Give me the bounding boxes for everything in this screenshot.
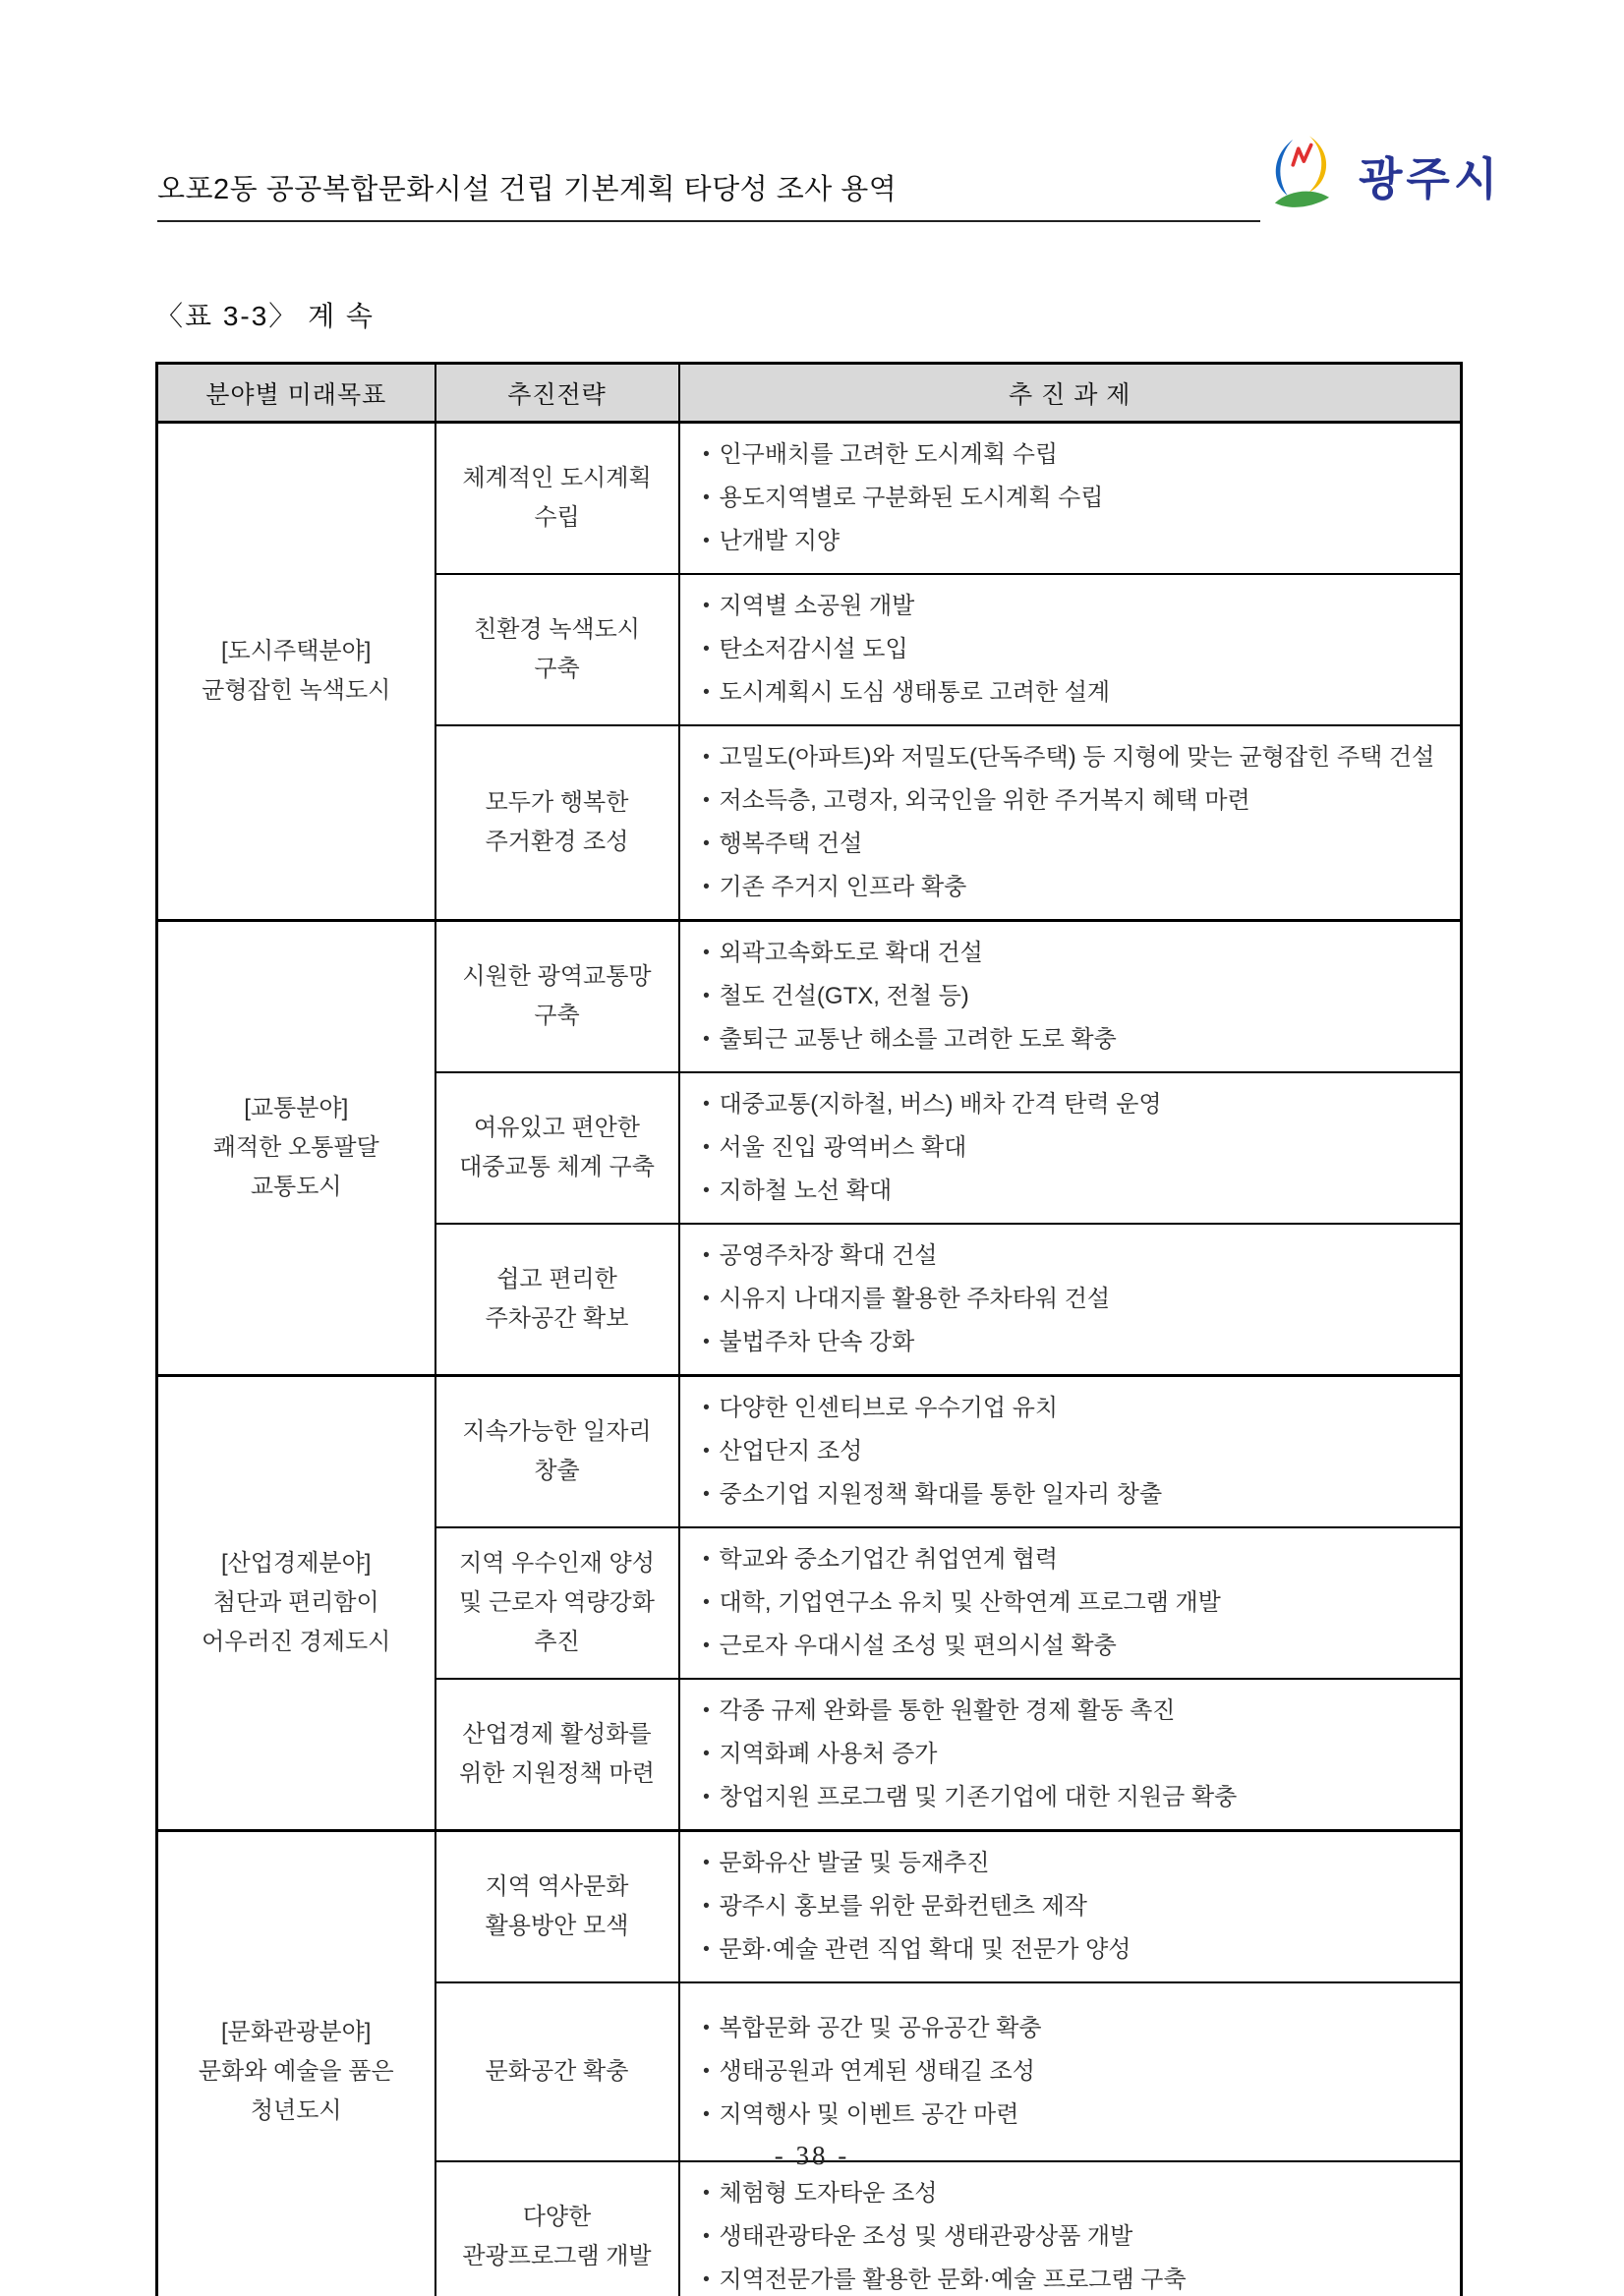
strategy-line: 위한 지원정책 마련 [459,1760,655,1787]
goal-line: [교통분야] [244,1095,349,1121]
task-item [694,975,1451,1018]
task-item [694,1170,1451,1213]
strategy-cell [435,1527,679,1679]
task-text: 지역화폐 사용처 증가 [719,1741,938,1767]
bullet-icon: • [703,1332,710,1352]
task-item [694,2172,1451,2215]
bullet-icon: • [703,1289,710,1309]
strategy-line: 추진 [534,1629,580,1655]
table-row [157,423,1462,575]
strategy-line: 여유있고 편안한 [474,1115,640,1141]
bullet-icon: • [703,2104,710,2125]
strategy-line: 쉽고 편리한 [496,1266,617,1292]
bullet-icon: • [703,596,710,616]
header-divider-line [157,220,1260,222]
task-item [694,628,1451,671]
strategy-line: 문화공간 확충 [485,2058,629,2085]
strategy-line: 산업경제 활성화를 [462,1721,652,1748]
task-item [694,932,1451,975]
strategy-line: 친환경 녹색도시 [474,616,640,643]
column-header-strategy: 추진전략 [435,364,679,423]
task-item [694,1690,1451,1733]
task-text: 학교와 중소기업간 취업연계 협력 [719,1546,1059,1573]
column-header-goal: 분야별 미래목표 [157,364,435,423]
task-item [694,1278,1451,1321]
strategy-cell [435,1679,679,1831]
task-item [694,2215,1451,2259]
strategy-cell [435,1376,679,1528]
task-text: 고밀도(아파트)와 저밀도(단독주택) 등 지형에 맞는 균형잡힌 주택 건설 [719,744,1435,771]
strategy-cell [435,574,679,725]
strategy-line: 지속가능한 일자리 [462,1418,652,1445]
goal-cell [157,921,435,1376]
task-text: 지하철 노선 확대 [719,1177,893,1204]
goal-line: [문화관광분야] [221,2019,372,2045]
bullet-icon: • [703,747,710,768]
bullet-icon: • [703,444,710,465]
table-row [157,1376,1462,1528]
task-text: 중소기업 지원정책 확대를 통한 일자리 창출 [719,1481,1163,1508]
strategy-line: 시원한 광역교통망 [462,963,652,990]
task-item [694,1581,1451,1625]
task-item [694,1430,1451,1473]
strategy-line: 구축 [534,1003,580,1029]
task-text: 행복주택 건설 [719,831,863,857]
task-item [694,1842,1451,1885]
task-item [694,823,1451,866]
bullet-icon: • [703,1787,710,1808]
bullet-icon: • [703,790,710,811]
bullet-icon: • [703,1180,710,1201]
strategy-cell [435,1831,679,1983]
goal-cell [157,1831,435,2296]
strategy-line: 구축 [534,656,580,682]
goal-line: 쾌적한 오통팔달 [212,1134,379,1161]
task-text: 복합문화 공간 및 공유공간 확충 [719,2015,1042,2041]
task-item [694,779,1451,823]
table-row [157,921,1462,1073]
goal-line: [도시주택분야] [221,638,372,664]
task-text: 창업지원 프로그램 및 기존기업에 대한 지원금 확충 [719,1784,1238,1810]
bullet-icon: • [703,2018,710,2038]
task-text: 대중교통(지하철, 버스) 배차 간격 탄력 운영 [719,1091,1162,1118]
task-item [694,1083,1451,1126]
task-text: 저소득층, 고령자, 외국인을 위한 주거복지 혜택 마련 [719,787,1250,814]
bullet-icon: • [703,639,710,660]
strategy-line: 및 근로자 역량강화 [459,1589,655,1616]
bullet-icon: • [703,1744,710,1764]
task-item [694,2259,1451,2296]
task-text: 용도지역별로 구분화된 도시계획 수립 [719,485,1104,511]
strategy-cell [435,423,679,575]
task-item [694,433,1451,477]
task-text: 공영주차장 확대 건설 [719,1242,938,1269]
tasks-cell [679,725,1462,921]
bullet-icon: • [703,1484,710,1505]
strategy-line: 주거환경 조성 [485,829,629,855]
goal-line: [산업경제분야] [221,1550,372,1577]
task-item [694,1321,1451,1364]
strategy-cell [435,2161,679,2296]
task-item [694,1126,1451,1170]
task-text: 서울 진입 광역버스 확대 [719,1134,967,1161]
task-text: 시유지 나대지를 활용한 주차타워 건설 [719,1286,1111,1312]
table-header-row [157,364,1462,423]
task-text: 광주시 홍보를 위한 문화컨텐츠 제작 [719,1893,1087,1920]
task-text: 대학, 기업연구소 유치 및 산학연계 프로그램 개발 [719,1589,1221,1616]
task-text: 근로자 우대시설 조성 및 편의시설 확충 [719,1633,1117,1659]
bullet-icon: • [703,1700,710,1721]
bullet-icon: • [703,2226,710,2247]
strategy-line: 지역 우수인재 양성 [459,1550,655,1577]
task-text: 생태공원과 연계된 생태길 조성 [719,2058,1035,2085]
task-text: 탄소저감시설 도입 [719,636,908,662]
tasks-cell [679,574,1462,725]
goal-line: 문화와 예술을 품은 [198,2058,394,2085]
bullet-icon: • [703,1636,710,1656]
task-item [694,866,1451,909]
strategy-line: 수립 [534,504,580,531]
task-text: 철도 건설(GTX, 전철 등) [719,983,969,1009]
strategy-line: 대중교통 체계 구축 [459,1154,655,1180]
task-text: 난개발 지양 [719,528,841,554]
tasks-cell [679,1831,1462,1983]
task-text: 불법주차 단속 강화 [719,1329,915,1355]
strategy-line: 창출 [534,1458,580,1484]
task-text: 출퇴근 교통난 해소를 고려한 도로 확충 [719,1026,1117,1053]
bullet-icon: • [703,2183,710,2204]
strategy-line: 다양한 [522,2204,592,2230]
task-text: 문화·예술 관련 직업 확대 및 전문가 양성 [719,1936,1131,1963]
goal-cell [157,1376,435,1831]
task-text: 외곽고속화도로 확대 건설 [719,940,983,966]
tasks-cell [679,921,1462,1073]
bullet-icon: • [703,2269,710,2290]
strategy-cell [435,1224,679,1376]
goal-line: 어우러진 경제도시 [202,1629,391,1655]
task-item [694,1473,1451,1517]
task-item [694,736,1451,779]
bullet-icon: • [703,833,710,854]
strategy-cell [435,1072,679,1224]
task-text: 지역별 소공원 개발 [719,593,915,619]
page-header-title: 오포2동 공공복합문화시설 건립 기본계획 타당성 조사 용역 [157,174,898,205]
task-item [694,1625,1451,1668]
bullet-icon: • [703,1094,710,1115]
task-text: 생태관광타운 조성 및 생태관광상품 개발 [719,2223,1133,2250]
task-item [694,1234,1451,1278]
strategy-cell [435,725,679,921]
bullet-icon: • [703,1137,710,1158]
task-text: 체험형 도자타운 조성 [719,2180,938,2207]
strategy-table [155,362,1463,2296]
bullet-icon: • [703,1549,710,1570]
task-item [694,585,1451,628]
task-item [694,520,1451,563]
bullet-icon: • [703,877,710,897]
task-text: 다양한 인센티브로 우수기업 유치 [719,1395,1059,1421]
goal-line: 청년도시 [250,2097,342,2124]
goal-line: 첨단과 편리함이 [212,1589,379,1616]
gwangju-city-logo-text: 광주시 [1359,153,1502,204]
bullet-icon: • [703,488,710,508]
task-text: 인구배치를 고려한 도시계획 수립 [719,441,1059,468]
bullet-icon: • [703,1853,710,1873]
strategy-line: 지역 역사문화 [485,1873,629,1900]
table-row [157,1831,1462,1983]
bullet-icon: • [703,1896,710,1917]
task-text: 각종 규제 완화를 통한 원활한 경제 활동 촉진 [719,1697,1176,1724]
strategy-line: 모두가 행복한 [485,789,629,816]
tasks-cell [679,1072,1462,1224]
tasks-cell [679,1982,1462,2161]
bullet-icon: • [703,1029,710,1050]
tasks-cell [679,1224,1462,1376]
table-caption: 〈표 3-3〉 계 속 [155,301,375,331]
bullet-icon: • [703,1398,710,1418]
tasks-cell [679,423,1462,575]
goal-line: 교통도시 [250,1174,342,1200]
column-header-tasks: 추 진 과 제 [679,364,1462,423]
tasks-cell [679,1527,1462,1679]
task-text: 지역행사 및 이벤트 공간 마련 [719,2101,1019,2128]
table-body [157,423,1462,2296]
task-item [694,1885,1451,1928]
task-item [694,671,1451,715]
bullet-icon: • [703,986,710,1006]
task-item [694,1928,1451,1972]
strategy-line: 관광프로그램 개발 [462,2243,652,2269]
bullet-icon: • [703,682,710,703]
tasks-cell [679,1376,1462,1528]
task-item [694,1733,1451,1776]
goal-cell [157,423,435,921]
strategy-line: 주차공간 확보 [485,1305,629,1332]
table-head [157,364,1462,423]
strategy-cell [435,1982,679,2161]
bullet-icon: • [703,531,710,551]
task-item [694,2094,1451,2137]
strategy-line: 체계적인 도시계획 [462,465,652,491]
page-number: - 38 - [774,2141,850,2170]
bullet-icon: • [703,943,710,963]
strategy-line: 활용방안 모색 [485,1913,629,1939]
task-text: 도시계획시 도심 생태통로 고려한 설계 [719,679,1111,706]
task-item [694,1018,1451,1062]
gwangju-city-logo [1262,134,1501,214]
task-item [694,1387,1451,1430]
bullet-icon: • [703,1441,710,1462]
task-item [694,1538,1451,1581]
goal-line: 균형잡힌 녹색도시 [202,677,391,704]
task-item [694,2050,1451,2094]
task-text: 문화유산 발굴 및 등재추진 [719,1850,990,1876]
task-item [694,2007,1451,2050]
bullet-icon: • [703,2061,710,2082]
task-item [694,477,1451,520]
task-text: 기존 주거지 인프라 확충 [719,874,967,900]
task-text: 지역전문가를 활용한 문화·예술 프로그램 구축 [719,2267,1187,2293]
bullet-icon: • [703,1245,710,1266]
tasks-cell [679,1679,1462,1831]
tasks-cell [679,2161,1462,2296]
gwangju-city-logo-icon [1262,134,1353,214]
bullet-icon: • [703,1939,710,1960]
task-item [694,1776,1451,1819]
bullet-icon: • [703,1592,710,1613]
task-text: 산업단지 조성 [719,1438,863,1464]
strategy-cell [435,921,679,1073]
